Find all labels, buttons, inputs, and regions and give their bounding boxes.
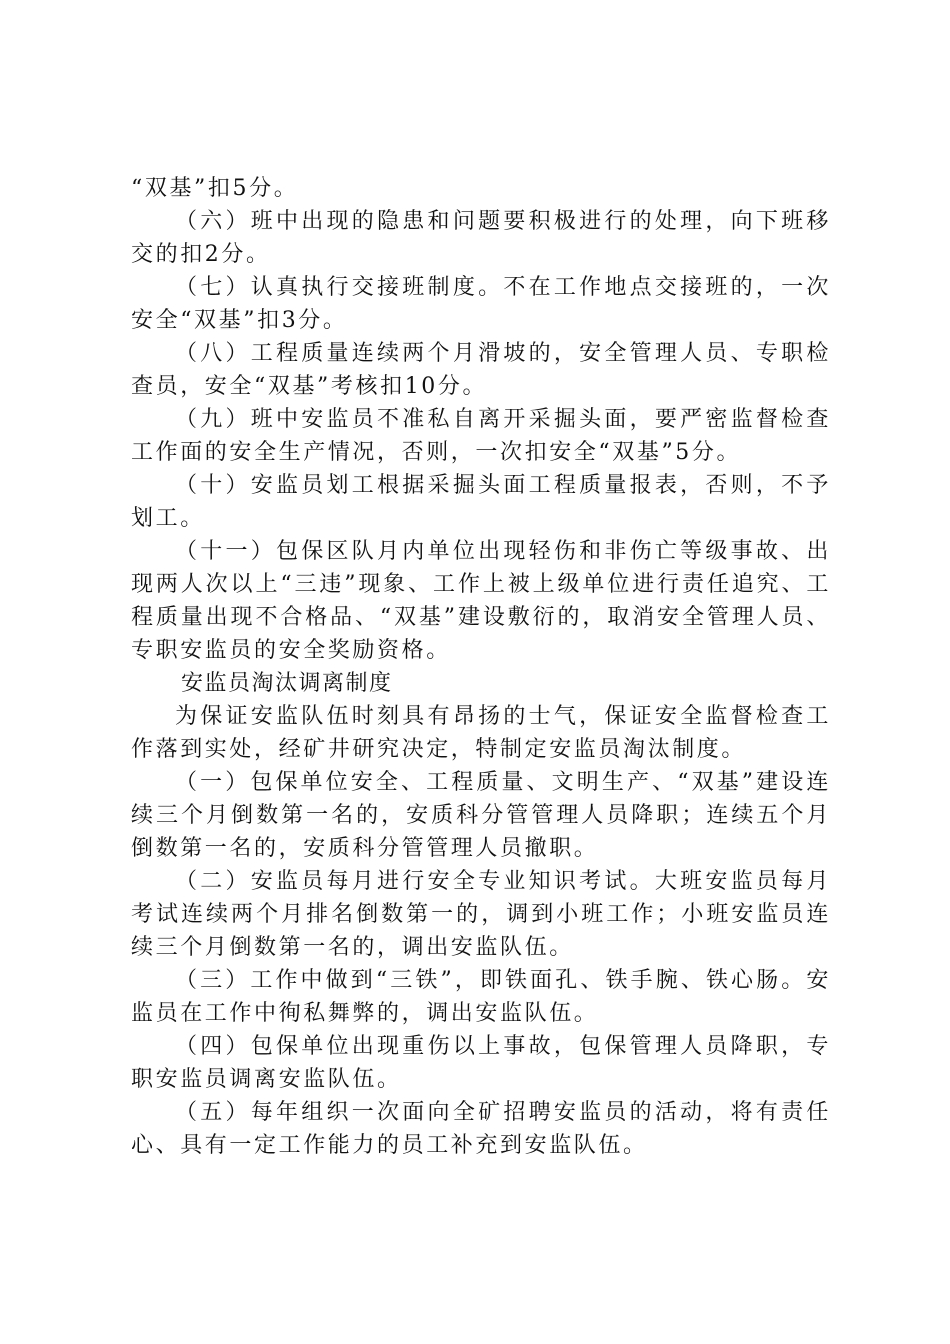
paragraph-5: （十）安监员划工根据采掘头面工程质量报表，否则，不予划工。 xyxy=(131,473,831,531)
paragraph-1: （六）班中出现的隐患和问题要积极进行的处理，向下班移交的扣2分。 xyxy=(131,209,831,267)
document-body xyxy=(131,172,831,1162)
section-heading: 安监员淘汰调离制度 xyxy=(181,671,393,696)
paragraph-2: （七）认真执行交接班制度。不在工作地点交接班的，一次安全“双基”扣3分。 xyxy=(131,275,831,333)
paragraph-13: （五）每年组织一次面向全矿招聘安监员的活动，将有责任心、具有一定工作能力的员工补充到安监队伍。 xyxy=(131,1100,831,1158)
paragraph-0: “双基”扣5分。 xyxy=(131,176,299,201)
paragraph-10: （二）安监员每月进行安全专业知识考试。大班安监员每月考试连续两个月排名倒数第一的，调到小班工作；小班安监员连续三个月倒数第一名的，调出安监队伍。 xyxy=(131,869,831,960)
paragraph-4: （九）班中安监员不准私自离开采掘头面，要严密监督检查工作面的安全生产情况，否则，一次扣安全“双基”5分。 xyxy=(131,407,831,465)
paragraph-3: （八）工程质量连续两个月滑坡的，安全管理人员、专职检查员，安全“双基”考核扣10分。 xyxy=(131,341,831,399)
paragraph-12: （四）包保单位出现重伤以上事故，包保管理人员降职，专职安监员调离安监队伍。 xyxy=(131,1034,831,1092)
paragraph-9: （一）包保单位安全、工程质量、文明生产、“双基”建设连续三个月倒数第一名的，安质科分管管理人员降职；连续五个月倒数第一名的，安质科分管管理人员撤职。 xyxy=(131,770,831,861)
paragraph-8: 为保证安监队伍时刻具有昂扬的士气，保证安全监督检查工作落到实处，经矿井研究决定，特制定安监员淘汰制度。 xyxy=(131,704,831,762)
paragraph-6: （十一）包保区队月内单位出现轻伤和非伤亡等级事故、出现两人次以上“三违”现象、工作上被上级单位进行责任追究、工程质量出现不合格品、“双基”建设敷衍的，取消安全管理人员、专职安监员的安全奖励资格。 xyxy=(131,539,831,663)
paragraph-11: （三）工作中做到“三铁”，即铁面孔、铁手腕、铁心肠。安监员在工作中徇私舞弊的，调出安监队伍。 xyxy=(131,968,831,1026)
